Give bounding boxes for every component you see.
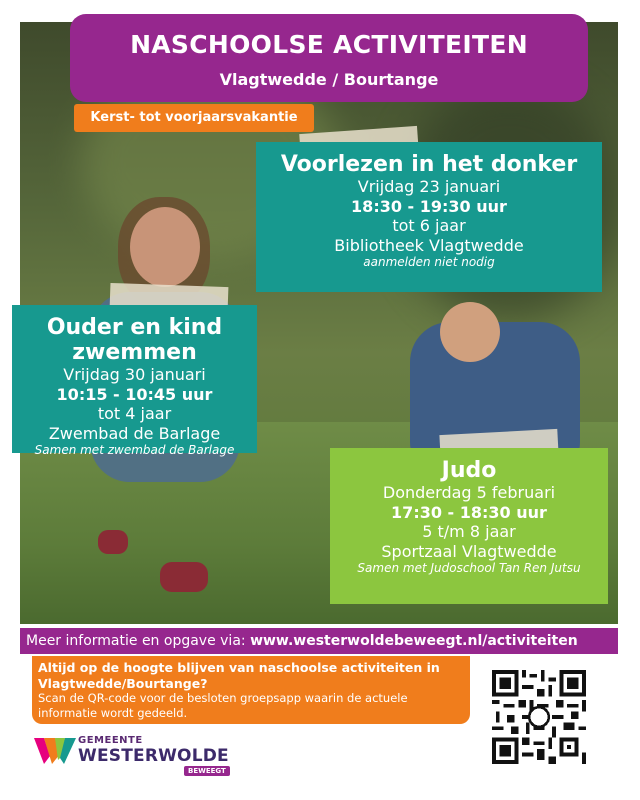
logo-tag: BEWEEGT: [184, 766, 230, 776]
activity-card-judo: [330, 448, 608, 604]
activity-date: Vrijdag 23 januari: [357, 177, 501, 196]
whatsapp-notice: [32, 656, 470, 724]
activity-time: 18:30 - 19:30 uur: [351, 196, 507, 216]
activity-note: Samen met zwembad de Barlage: [34, 443, 235, 458]
page-subtitle: Vlagtwedde / Bourtange: [219, 70, 439, 89]
logo-name: WESTERWOLDE: [78, 746, 229, 766]
photo-child2-face: [440, 302, 500, 362]
activity-date: Vrijdag 30 januari: [63, 365, 206, 384]
activity-card-voorlezen: [256, 142, 602, 292]
qr-code-icon[interactable]: [492, 670, 586, 764]
header-banner: [70, 14, 588, 102]
activity-location: Zwembad de Barlage: [48, 423, 221, 443]
activity-time: 17:30 - 18:30 uur: [391, 502, 547, 522]
activity-note: aanmelden niet nodig: [363, 255, 495, 270]
activity-age: 5 t/m 8 jaar: [422, 522, 516, 542]
activity-age: tot 6 jaar: [392, 216, 466, 236]
notice-body: Scan de QR-code voor de besloten groepsapp waarin de actuele informatie wordt gedeeld.: [38, 691, 408, 720]
season-label: Kerst- tot voorjaarsvakantie: [74, 104, 314, 132]
logo-small-text: GEMEENTE: [78, 735, 143, 746]
westerwolde-logo: [34, 732, 229, 782]
photo-child-shoe: [98, 530, 128, 554]
photo-child-face: [130, 207, 200, 287]
activity-location: Bibliotheek Vlagtwedde: [334, 235, 524, 255]
info-bar: [20, 628, 618, 654]
photo-child-shoe: [160, 562, 208, 592]
activity-title: Ouder en kind zwemmen: [46, 315, 223, 365]
activity-title: Judo: [441, 458, 497, 483]
activity-time: 10:15 - 10:45 uur: [56, 384, 213, 404]
info-url-link[interactable]: www.westerwoldebeweegt.nl/activiteiten: [250, 633, 578, 649]
activity-age: tot 4 jaar: [97, 404, 172, 424]
info-prefix: Meer informatie en opgave via:: [26, 633, 251, 649]
activity-date: Donderdag 5 februari: [382, 483, 556, 502]
activity-title: Voorlezen in het donker: [280, 152, 578, 177]
activity-card-zwemmen: [12, 305, 257, 458]
activity-location: Sportzaal Vlagtwedde: [381, 541, 557, 561]
notice-heading: Altijd op de hoogte blijven van naschoolse activiteiten in Vlagtwedde/Bourtange?: [38, 660, 440, 691]
westerwolde-logo-icon: [34, 734, 76, 770]
activity-note: Samen met Judoschool Tan Ren Jutsu: [357, 561, 581, 576]
page-title: NASCHOOLSE ACTIVITEITEN: [130, 30, 528, 59]
